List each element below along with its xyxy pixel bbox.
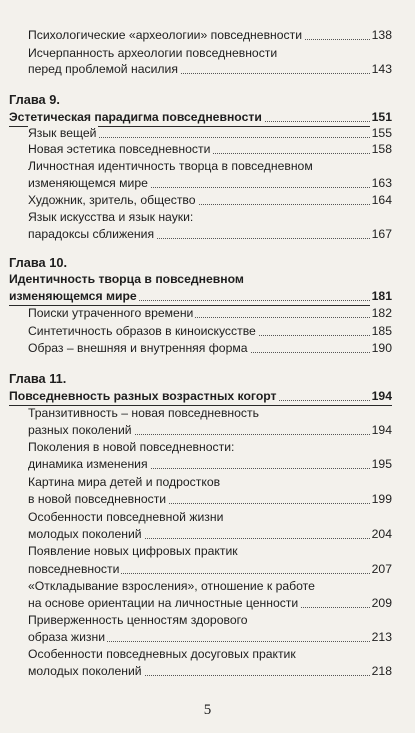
chapter-label: Глава 11. xyxy=(9,371,67,386)
toc-page-number: 185 xyxy=(371,324,392,338)
toc-entry-text: Язык вещей xyxy=(28,126,97,140)
toc-page-number: 158 xyxy=(371,142,392,156)
toc-page-number: 213 xyxy=(371,630,392,644)
toc-entry-text: Транзитивность – новая повседневность xyxy=(28,406,259,420)
toc-entry-text: Поиски утраченного времени xyxy=(28,306,194,320)
toc-entry-text: Синтетичность образов в киноискусстве xyxy=(28,324,256,338)
toc-entry-text: Особенности повседневной жизни xyxy=(28,510,224,524)
toc-entry-line xyxy=(28,509,392,525)
toc-entry-line xyxy=(28,226,392,242)
chapter-title-line xyxy=(9,388,392,404)
toc-entry-line xyxy=(28,305,392,321)
toc-entry-line xyxy=(28,646,392,662)
toc-page-number: 190 xyxy=(371,341,392,355)
toc-entry-line xyxy=(28,175,392,191)
toc-entry-line xyxy=(28,158,392,174)
toc-entry-line xyxy=(28,543,392,559)
toc-entry-line xyxy=(28,45,392,61)
toc-entry-text: Особенности повседневных досуговых практик xyxy=(28,647,296,661)
toc-page-number: 163 xyxy=(371,176,392,190)
toc-entry-text: образа жизни xyxy=(28,630,106,644)
toc-entry-text: изменяющемся мире xyxy=(28,176,148,190)
toc-entry-text: «Откладывание взросления», отношение к работе xyxy=(28,579,315,593)
toc-page-number: 207 xyxy=(371,562,392,576)
toc-entry-text: Личностная идентичность творца в повседневном xyxy=(28,159,313,173)
toc-entry-text: динамика изменения xyxy=(28,457,148,471)
toc-page-number: 209 xyxy=(371,596,392,610)
toc-entry-text: Появление новых цифровых практик xyxy=(28,544,238,558)
chapter-title-line xyxy=(9,271,392,287)
toc-entry-line xyxy=(28,491,392,507)
toc-entry-text: Психологические «археологии» повседневности xyxy=(28,28,303,42)
toc-entry-text: Поколения в новой повседневности: xyxy=(28,440,235,454)
toc-page-number: 194 xyxy=(371,423,392,437)
toc-entry-text: Художник, зритель, общество xyxy=(28,193,196,207)
toc-page-number: 138 xyxy=(371,28,392,42)
toc-entry-text: Эстетическая парадигма повседневности xyxy=(9,110,262,124)
toc-entry-text: Картина мира детей и подростков xyxy=(28,475,221,489)
toc-page-number: 199 xyxy=(371,492,392,506)
toc-entry-text: разных поколений xyxy=(28,423,132,437)
chapter-label: Глава 9. xyxy=(9,92,60,107)
toc-entry-line xyxy=(28,340,392,356)
toc-entry-line xyxy=(28,629,392,645)
toc-entry-text: парадоксы сближения xyxy=(28,227,155,241)
toc-entry-text: Повседневность разных возрастных когорт xyxy=(9,389,277,403)
toc-entry-text: повседневности xyxy=(28,562,120,576)
toc-entry-line xyxy=(28,663,392,679)
toc-entry-text: на основе ориентации на личностные ценности xyxy=(28,596,299,610)
chapter-label: Глава 10. xyxy=(9,255,68,270)
chapter-title-line xyxy=(9,288,392,304)
toc-page-number: 204 xyxy=(371,527,392,541)
toc-entry-line xyxy=(28,439,392,455)
toc-page-number: 151 xyxy=(371,110,392,124)
toc-entry-line xyxy=(28,456,392,472)
toc-entry-text: Образ – внешняя и внутренняя форма xyxy=(28,341,248,355)
toc-entry-line xyxy=(28,405,392,421)
toc-entry-line xyxy=(28,474,392,490)
toc-entry-text: Язык искусства и язык науки: xyxy=(28,210,194,224)
toc-page-number: 155 xyxy=(371,126,392,140)
toc-entry-text: изменяющемся мире xyxy=(9,289,137,303)
chapter-title-line xyxy=(9,109,392,125)
toc-entry-text: Идентичность творца в повседневном xyxy=(9,272,244,286)
toc-entry-line xyxy=(28,526,392,542)
toc-entry-line xyxy=(28,192,392,208)
toc-entry-text: в новой повседневности xyxy=(28,492,167,506)
toc-entry-line xyxy=(28,323,392,339)
toc-page-number: 143 xyxy=(371,62,392,76)
toc-entry-text: Новая эстетика повседневности xyxy=(28,142,211,156)
toc-page-number: 181 xyxy=(371,289,392,303)
toc-entry-line xyxy=(28,422,392,438)
toc-entry-line xyxy=(28,595,392,611)
toc-entry-line xyxy=(28,612,392,628)
toc-entry-line xyxy=(28,141,392,157)
toc-entry-text: Приверженность ценностям здорового xyxy=(28,613,248,627)
toc-entry-text: перед проблемой насилия xyxy=(28,62,178,76)
page-number: 5 xyxy=(203,702,212,718)
toc-page-number: 218 xyxy=(371,664,392,678)
toc-entry-line xyxy=(28,61,392,77)
toc-page-number: 194 xyxy=(371,389,392,403)
toc-page-number: 167 xyxy=(371,227,392,241)
toc-entry-line xyxy=(28,125,392,141)
toc-page-number: 182 xyxy=(371,306,392,320)
toc-entry-text: Исчерпанность археологии повседневности xyxy=(28,46,278,60)
toc-entry-text: молодых поколений xyxy=(28,527,142,541)
toc-page-number: 164 xyxy=(371,193,392,207)
toc-entry-line xyxy=(28,561,392,577)
toc-entry-text: молодых поколений xyxy=(28,664,142,678)
toc-entry-line xyxy=(28,578,392,594)
toc-entry-line xyxy=(28,27,392,43)
toc-page-number: 195 xyxy=(371,457,392,471)
toc-entry-line xyxy=(28,209,392,225)
